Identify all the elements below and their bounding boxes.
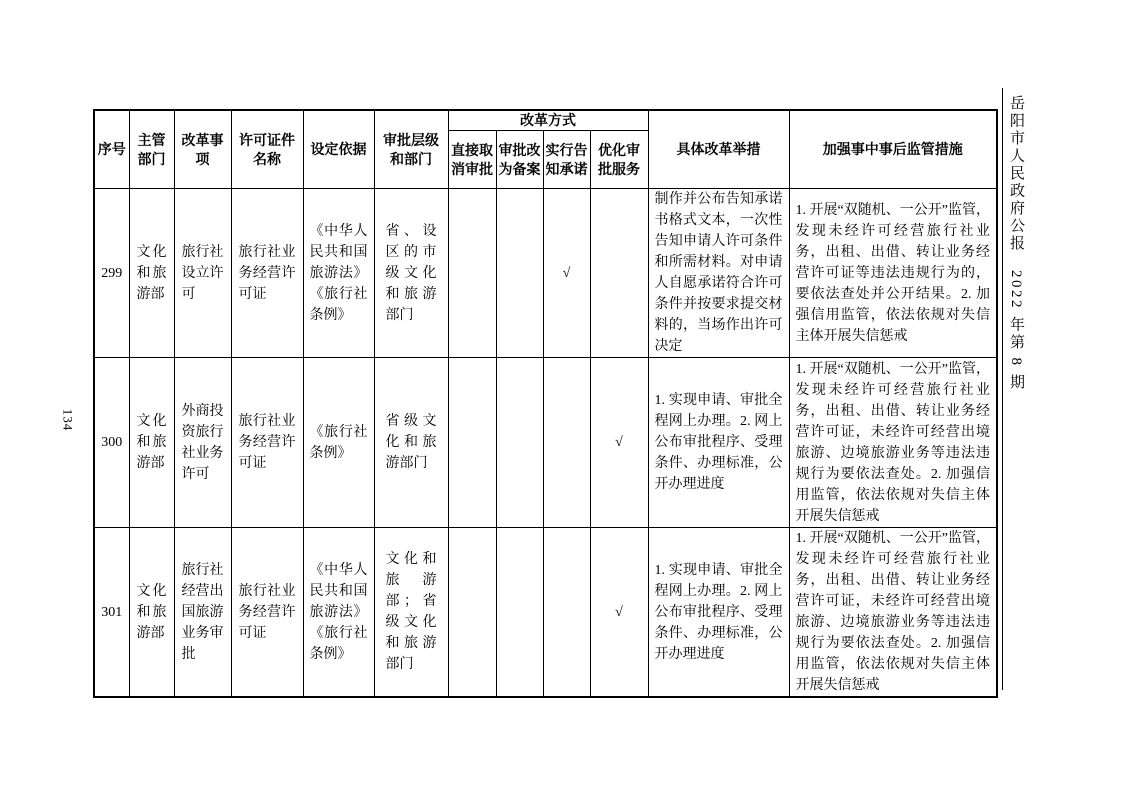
table-row [94, 528, 997, 698]
cell-optimize-mark [590, 189, 648, 358]
vertical-divider [1002, 88, 1003, 690]
cell-approval-level: 省、设区的市级文化和旅游部门 [374, 189, 448, 358]
cell-reform-item: 旅行社经营出国旅游业务审批 [174, 528, 231, 698]
cell-commitment-mark [543, 528, 590, 698]
cell-department: 文化和旅游部 [129, 189, 174, 358]
cell-optimize-mark: √ [590, 358, 648, 528]
cell-commitment-mark: √ [543, 189, 590, 358]
cell-measures: 1. 实现申请、审批全程网上办理。2. 网上公布审批程序、受理条件、办理标准，公开办理进度 [648, 358, 789, 528]
cell-department: 文化和旅游部 [129, 528, 174, 698]
reform-items-table [93, 109, 998, 698]
cell-basis: 《中华人民共和国旅游法》《旅行社条例》 [303, 189, 374, 358]
cell-department: 文化和旅游部 [129, 358, 174, 528]
header-sub-cancel: 直接取消审批 [448, 131, 496, 189]
header-reform-item: 改革事项 [174, 110, 231, 189]
cell-optimize-mark: √ [590, 528, 648, 698]
cell-approval-level: 文化和旅游部；省级文化和旅游部门 [374, 528, 448, 698]
cell-cancel-mark [448, 358, 496, 528]
header-approval-level: 审批层级和部门 [374, 110, 448, 189]
table-row [94, 189, 997, 358]
header-measures: 具体改革举措 [648, 110, 789, 189]
cell-supervision: 1. 开展“双随机、一公开”监管，发现未经许可经营旅行社业务，出租、出借、转让业务经营许可证，未经许可经营出境旅游、边境旅游业务等违法违规行为要依法查处。2. 加强信用监管，依法依规对失信主体开展失信惩戒 [789, 528, 997, 698]
header-sub-to-record: 审批改为备案 [496, 131, 543, 189]
cell-supervision: 1. 开展“双随机、一公开”监管，发现未经许可经营旅行社业务，出租、出借、转让业务经营许可证等违法违规行为的，要依法查处并公开结果。2. 加强信用监管，依法依规对失信主体开展失信惩戒 [789, 189, 997, 358]
cell-reform-item: 旅行社设立许可 [174, 189, 231, 358]
cell-approval-level: 省级文化和旅游部门 [374, 358, 448, 528]
cell-cancel-mark [448, 528, 496, 698]
cell-basis: 《中华人民共和国旅游法》《旅行社条例》 [303, 528, 374, 698]
header-supervision: 加强事中事后监管措施 [789, 110, 997, 189]
table-row [94, 358, 997, 528]
cell-to-record-mark [496, 358, 543, 528]
cell-to-record-mark [496, 189, 543, 358]
cell-reform-item: 外商投资旅行社业务许可 [174, 358, 231, 528]
cell-serial: 300 [94, 358, 129, 528]
cell-license-name: 旅行社业务经营许可证 [231, 358, 303, 528]
cell-measures: 1. 实现申请、审批全程网上办理。2. 网上公布审批程序、受理条件、办理标准，公开办理进度 [648, 528, 789, 698]
cell-serial: 301 [94, 528, 129, 698]
cell-cancel-mark [448, 189, 496, 358]
cell-commitment-mark [543, 358, 590, 528]
header-basis: 设定依据 [303, 110, 374, 189]
page-number: 134 [60, 408, 76, 432]
cell-basis: 《旅行社条例》 [303, 358, 374, 528]
cell-supervision: 1. 开展“双随机、一公开”监管，发现未经许可经营旅行社业务，出租、出借、转让业务经营许可证，未经许可经营出境旅游、边境旅游业务等违法违规行为要依法查处。2. 加强信用监管，依法依规对失信主体开展失信惩戒 [789, 358, 997, 528]
cell-to-record-mark [496, 528, 543, 698]
header-reform-method: 改革方式 [448, 110, 648, 131]
cell-serial: 299 [94, 189, 129, 358]
header-department: 主管部门 [129, 110, 174, 189]
header-license-name: 许可证件名称 [231, 110, 303, 189]
header-sub-optimize: 优化审批服务 [590, 131, 648, 189]
cell-measures: 制作并公布告知承诺书格式文本，一次性告知申请人许可条件和所需材料。对申请人自愿承诺符合许可条件并按要求提交材料的，当场作出许可决定 [648, 189, 789, 358]
header-serial: 序号 [94, 110, 129, 189]
cell-license-name: 旅行社业务经营许可证 [231, 189, 303, 358]
gazette-side-title: 岳阳市人民政府公报 2022 年第 8 期 [1008, 95, 1024, 392]
cell-license-name: 旅行社业务经营许可证 [231, 528, 303, 698]
header-sub-commitment: 实行告知承诺 [543, 131, 590, 189]
